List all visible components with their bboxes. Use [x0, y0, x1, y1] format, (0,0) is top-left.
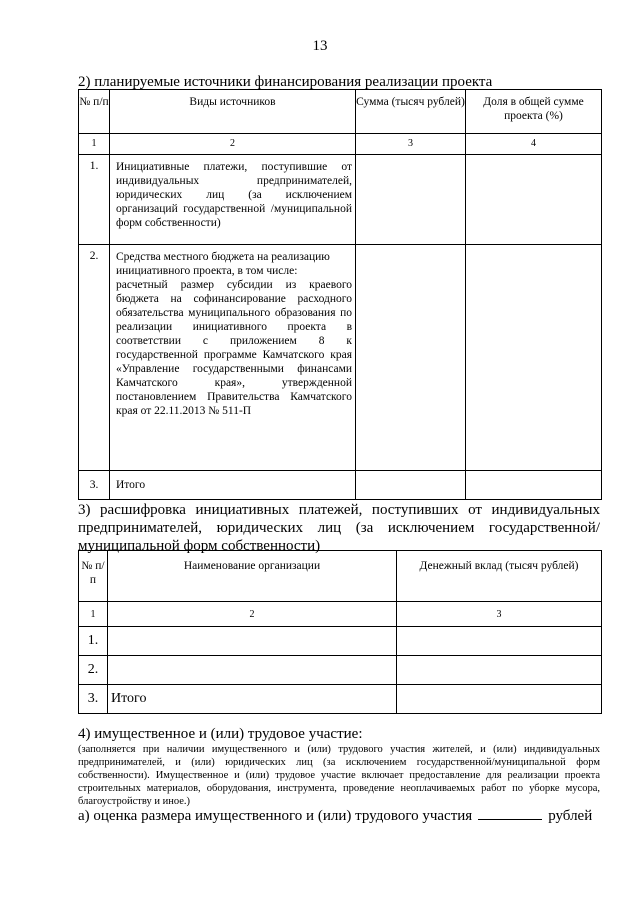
row-number: 1. — [79, 155, 110, 245]
amount-cell[interactable] — [356, 155, 466, 245]
table-header-row — [79, 90, 602, 134]
col-num: 2 — [110, 134, 356, 155]
section-2-title: 2) планируемые источники финансирования реализации проекта — [78, 74, 493, 90]
section-3-title: 3) расшифровка инициативных платежей, поступивших от индивидуальных предпринимателей, юридических лиц (за исключением государственной/муниципальной форм собственности) — [78, 502, 600, 554]
row-number: 2. — [79, 245, 110, 471]
col-num: 3 — [356, 134, 466, 155]
contribution-cell[interactable] — [397, 656, 602, 685]
row-source — [110, 245, 356, 471]
estimate-label: а) оценка размера имущественного и (или) трудового участия — [78, 808, 473, 824]
row-number: 1. — [79, 627, 108, 656]
table-row — [79, 245, 602, 471]
row-source-main: Средства местного бюджета на реализацию инициативного проекта, в том числе: — [116, 251, 330, 277]
table-header-row — [79, 551, 602, 602]
table-row — [79, 471, 602, 500]
table-row — [79, 685, 602, 714]
header-number: № п/п — [79, 551, 108, 602]
col-num: 1 — [79, 602, 108, 627]
col-num: 4 — [466, 134, 602, 155]
page-number: 13 — [312, 38, 328, 54]
table-row — [79, 155, 602, 245]
header-share: Доля в общей сумме проекта (%) — [466, 90, 602, 134]
estimate-blank-field[interactable] — [478, 806, 542, 820]
column-number-row — [79, 134, 602, 155]
organization-cell[interactable] — [108, 656, 397, 685]
financing-sources-table — [78, 89, 602, 500]
contribution-cell[interactable] — [397, 685, 602, 714]
row-source-detail: расчетный размер субсидии из краевого бюджета на софинансирование расходного обязательства муниципального образования по реализации инициативного проекта в соответствии с приложением 8 к государственной программе Камчатского края «Управление государственными финансами Камчатского края», утвержденной постановлением Правительства Камчатского края от 22.11.2013 № 511-П — [116, 279, 352, 417]
amount-cell[interactable] — [356, 471, 466, 500]
estimate-line — [78, 806, 592, 825]
share-cell[interactable] — [466, 471, 602, 500]
contribution-cell[interactable] — [397, 627, 602, 656]
column-number-row — [79, 602, 602, 627]
section-4-note: (заполняется при наличии имущественного и (или) трудового участия жителей, и (или) индивидуальных предпринимателей, и (или) юридических лиц (за исключением государственной/муниципальной форм собственности). Имущественное и (или) трудовое участие включает предоставление для реализации проекта строительных материалов, оборудования, инструмента, проведение неоплачиваемых работ по уборке мусора, благоустройству и иное.) — [78, 744, 600, 807]
header-contribution: Денежный вклад (тысяч рублей) — [397, 551, 602, 602]
row-number: 3. — [79, 471, 110, 500]
amount-cell[interactable] — [356, 245, 466, 471]
initiative-payments-table — [78, 550, 602, 714]
header-number: № п/п — [79, 90, 110, 134]
col-num: 1 — [79, 134, 110, 155]
row-total-label: Итого — [110, 471, 356, 500]
row-number: 2. — [79, 656, 108, 685]
share-cell[interactable] — [466, 155, 602, 245]
table-row — [79, 656, 602, 685]
organization-cell[interactable] — [108, 627, 397, 656]
share-cell[interactable] — [466, 245, 602, 471]
col-num: 3 — [397, 602, 602, 627]
header-amount: Сумма (тысяч рублей) — [356, 90, 466, 134]
estimate-unit: рублей — [548, 808, 593, 824]
header-organization: Наименование организации — [108, 551, 397, 602]
row-number: 3. — [79, 685, 108, 714]
col-num: 2 — [108, 602, 397, 627]
row-source: Инициативные платежи, поступившие от индивидуальных предпринимателей, юридических лиц (за исключением организаций государственной /муниципальной форм собственности) — [110, 155, 356, 245]
table-row — [79, 627, 602, 656]
section-4-title: 4) имущественное и (или) трудовое участие: — [78, 726, 363, 742]
row-total-label: Итого — [108, 685, 397, 714]
header-source-types: Виды источников — [110, 90, 356, 134]
